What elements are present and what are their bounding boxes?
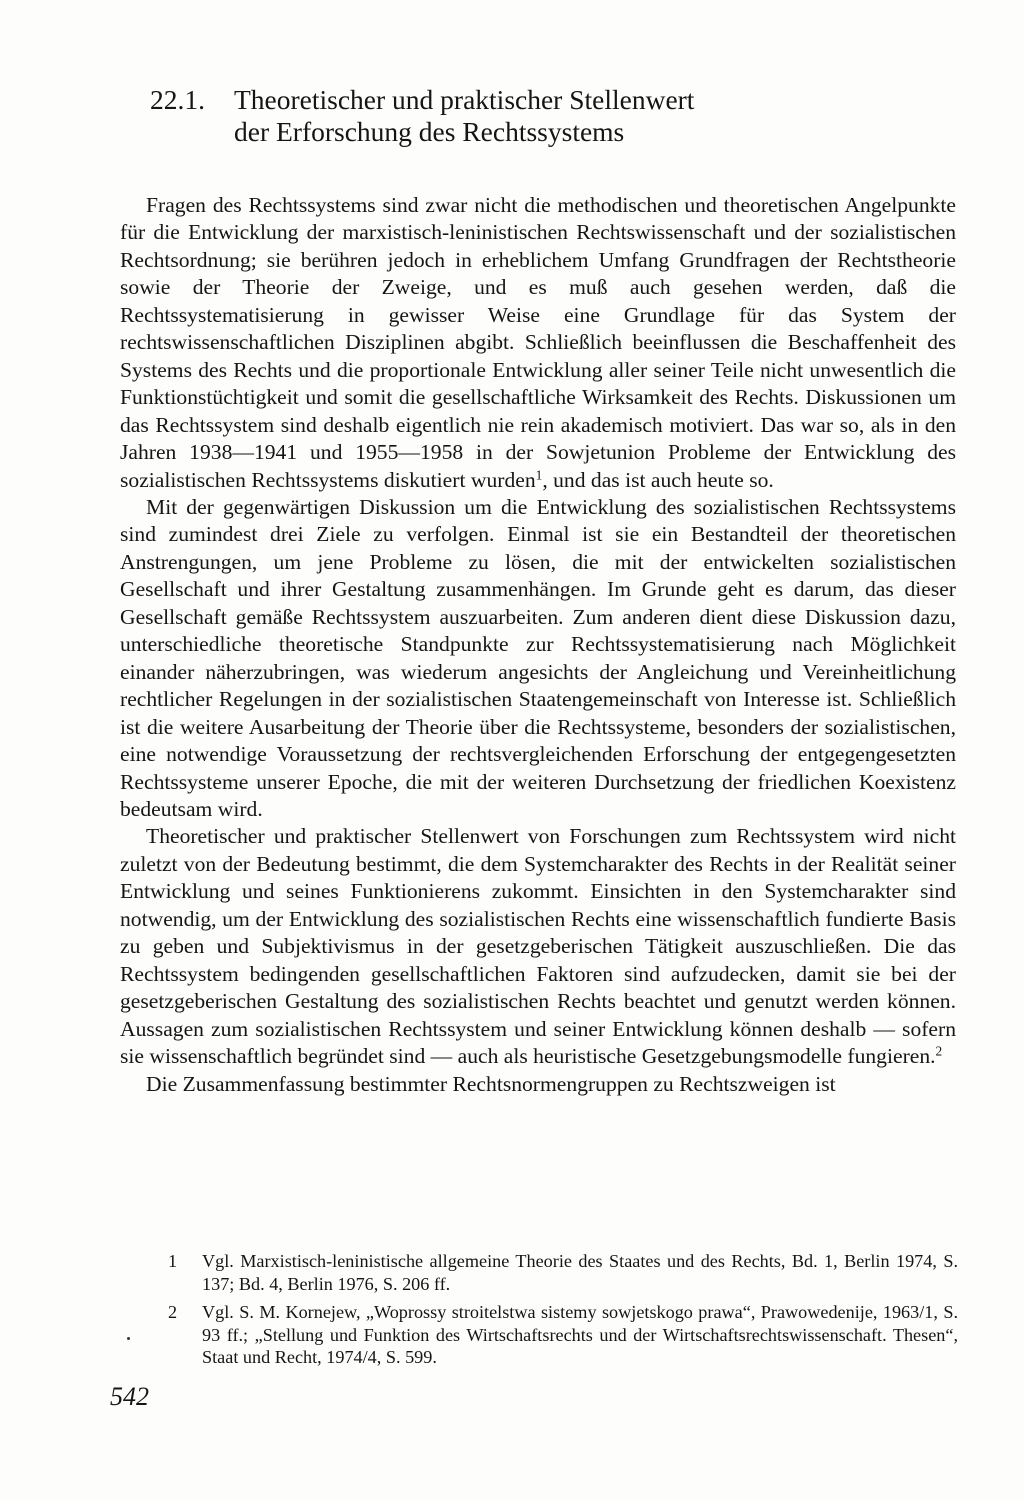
paragraph-2-text: Mit der gegenwärtigen Diskussion um die Entwicklung des sozialistischen Rechtssystems sind zumindest drei Ziele zu verfolgen. Einmal ist sie ein Bestandteil der theoretischen Anstrengungen, um jene Probleme zu lösen, die mit der entwickelten sozialistischen Gesellschaft und ihrer Gestaltung zusammenhängen. Im Grunde geht es darum, das dieser Gesellschaft gemäße Rechtssystem auszuarbeiten. Zum anderen dient diese Diskussion dazu, unterschiedliche theoretische Standpunkte zur Rechtssystematisierung nach Möglichkeit einander näherzubringen, was wiederum angesichts der Angleichung und Vereinheitlichung rechtlicher Regelungen in der sozialistischen Staatengemeinschaft von Interesse ist. Schließlich ist die weitere Ausarbeitung der Theorie über die Rechtssysteme, besonders der sozialistischen, eine notwendige Voraussetzung der rechtsvergleichenden Erforschung der entgegengesetzten Rechtssysteme unserer Epoche, die mit der weiteren Durchsetzung der friedlichen Koexistenz bedeutsam wird. [120, 494, 956, 821]
paragraph-3-text: Theoretischer und praktischer Stellenwert von Forschungen zum Rechtssystem wird nicht zuletzt von der Bedeutung bestimmt, die dem Systemcharakter des Rechts in der Realität seiner Entwicklung und seines Funktionierens zukommt. Einsichten in den Systemcharakter sind notwendig, um der Entwicklung des sozialistischen Rechts eine wissenschaftlich fundierte Basis zu geben und Subjektivismus in der gesetzgeberischen Tätigkeit auszuschließen. Die das Rechtssystem bedingenden gesellschaftlichen Faktoren sind aufzudecken, damit sie bei der gesetzgeberischen Gestaltung des sozialistischen Rechts beachtet und genutzt werden können. Aussagen zum sozialistischen Rechtssystem und seiner Entwicklung können deshalb — sofern sie wissenschaftlich begründet sind — auch als heuristische Gesetzgebungsmodelle fungieren. [120, 824, 956, 1069]
section-number: 22.1. [150, 84, 205, 115]
footnote-2-number: 2 [168, 1302, 178, 1322]
footnotes [168, 1250, 958, 1375]
footnote-1-text: Vgl. Marxistisch-leninistische allgemeine Theorie des Staates und des Rechts, Bd. 1, Berlin 1974, S. 137; Bd. 4, Berlin 1976, S. 206 ff. [202, 1251, 958, 1294]
paragraph-1-text: Fragen des Rechtssystems sind zwar nicht die methodischen und theoretischen Angelpunkte für die Entwicklung der marxistisch-leninistischen Rechtswissenschaft und der sozialistischen Rechtsordnung; sie berühren jedoch in erheblichem Umfang Grundfragen der Rechtstheorie sowie der Theorie der Zweige, und es muß auch gesehen werden, daß die Rechtssystematisierung in gewisser Weise eine Grundlage für das System der rechtswissenschaftlichen Disziplinen abgibt. Schließlich beeinflussen die Beschaffenheit des Systems des Rechts und die proportionale Entwicklung aller seiner Teile nicht unwesentlich die Funktionstüchtigkeit und somit die gesellschaftliche Wirksamkeit des Rechts. Diskussionen um das Rechtssystem sind deshalb eigentlich nie rein akademisch motiviert. Das war so, als in den Jahren 1938—1941 und 1955—1958 in der Sowjetunion Probleme der Entwicklung des sozialistischen Rechtssystems diskutiert wurden [120, 193, 956, 492]
paragraph-2 [120, 494, 956, 823]
paragraph-1 [120, 192, 956, 494]
footnote-2-text: Vgl. S. M. Kornejew, „Woprossy stroitelstwa sistemy sowjetskogo prawa“, Prawowedenije, 1963/1, S. 93 ff.; „Stellung und Funktion des Wirtschaftsrechts und der Wirtschaftsrechtswissenschaft. Thesen“, Staat und Recht, 1974/4, S. 599. [202, 1302, 958, 1367]
section-title [234, 84, 884, 148]
page-number: 542 [110, 1382, 149, 1411]
section-title-line-1: Theoretischer und praktischer Stellenwert [234, 84, 695, 115]
section-title-line-2: der Erforschung des Rechtssystems [234, 116, 625, 147]
paragraph-4-text: Die Zusammenfassung bestimmter Rechtsnormengruppen zu Rechtszweigen ist [146, 1071, 836, 1096]
paragraph-4 [120, 1071, 956, 1098]
footnote-1-number: 1 [168, 1251, 178, 1271]
body-text [120, 192, 956, 1098]
footnote-2 [168, 1301, 958, 1369]
footnote-ref-2[interactable]: 2 [935, 1043, 943, 1059]
footnote-ref-1[interactable]: 1 [535, 467, 543, 483]
paragraph-3 [120, 823, 956, 1070]
footnote-1 [168, 1250, 958, 1295]
margin-dot [127, 1337, 130, 1340]
paragraph-1-tail: , und das ist auch heute so. [542, 467, 774, 492]
